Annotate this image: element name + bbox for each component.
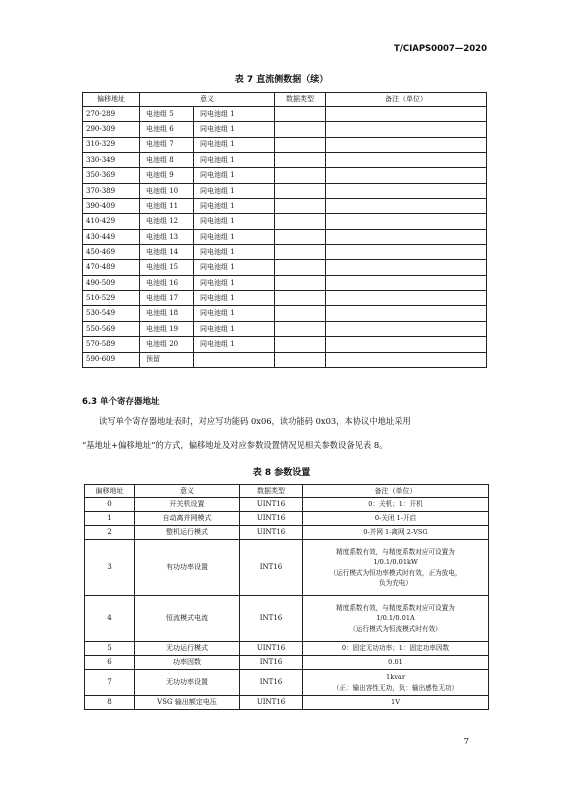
remark-line: 精度系数有效，与精度系数对应可设置为: [336, 604, 455, 613]
description-cell: 同电池组 1: [194, 291, 275, 306]
type-cell: [275, 168, 326, 183]
table7-body: [83, 107, 487, 368]
table7-row: [83, 275, 487, 290]
offset-cell: 390-409: [83, 199, 140, 214]
group-cell: 电池组 9: [140, 168, 194, 183]
offset-cell: 3: [85, 540, 135, 596]
meaning-cell: 恒流模式电流: [135, 596, 240, 642]
description-cell: 同电池组 1: [194, 199, 275, 214]
group-cell: 电池组 14: [140, 245, 194, 260]
type-cell: [275, 199, 326, 214]
table8-caption: 表 8 参数设置: [252, 468, 311, 478]
offset-cell: 370-389: [83, 183, 140, 198]
table8-header-meaning: 意义: [135, 485, 240, 498]
description-cell: 同电池组 1: [194, 168, 275, 183]
table8-row: [85, 526, 489, 540]
type-cell: [275, 352, 326, 367]
remark-cell: [303, 498, 489, 512]
remark-cell: [326, 306, 487, 321]
table7-row: [83, 321, 487, 336]
table7-row: [83, 352, 487, 367]
remark-line: 1V: [391, 698, 400, 707]
remark-cell: [326, 107, 487, 122]
table7-header-row: [83, 93, 487, 107]
type-cell: INT16: [240, 540, 303, 596]
table8-row: [85, 596, 489, 642]
meaning-cell: 无功功率设置: [135, 670, 240, 696]
offset-cell: 7: [85, 670, 135, 696]
group-cell: 电池组 12: [140, 214, 194, 229]
type-cell: [275, 260, 326, 275]
offset-cell: 350-369: [83, 168, 140, 183]
description-cell: 同电池组 1: [194, 214, 275, 229]
table7-row: [83, 168, 487, 183]
table8-row: [85, 696, 489, 710]
table8-row: [85, 670, 489, 696]
table7-header-meaning: 意义: [140, 93, 275, 107]
description-cell: 同电池组 1: [194, 321, 275, 336]
offset-cell: 4: [85, 596, 135, 642]
table8-header-type: 数据类型: [240, 485, 303, 498]
remark-cell: [326, 199, 487, 214]
remark-cell: [326, 321, 487, 336]
remark-cell: [303, 526, 489, 540]
section-paragraph-line2: “基地址+偏移地址”的方式，偏移地址及对应参数设置情况见相关参数设备见表 8。: [82, 440, 388, 450]
type-cell: [275, 183, 326, 198]
offset-cell: 410-429: [83, 214, 140, 229]
offset-cell: 590-609: [83, 352, 140, 367]
description-cell: 同电池组 1: [194, 337, 275, 352]
description-cell: 同电池组 1: [194, 245, 275, 260]
remark-line: 0：固定无功功率；1：固定功率因数: [341, 644, 450, 653]
remark-cell: [303, 540, 489, 596]
type-cell: [275, 107, 326, 122]
offset-cell: 430-449: [83, 229, 140, 244]
meaning-cell: VSG 输出额定电压: [135, 696, 240, 710]
table7-row: [83, 337, 487, 352]
description-cell: 同电池组 1: [194, 260, 275, 275]
group-cell: 电池组 8: [140, 153, 194, 168]
description-cell: 同电池组 1: [194, 275, 275, 290]
remark-cell: [303, 670, 489, 696]
remark-line: （正：输出容性无功，负：输出感性无功）: [332, 683, 459, 692]
type-cell: [275, 245, 326, 260]
description-cell: 同电池组 1: [194, 107, 275, 122]
table8-body: [85, 498, 489, 710]
remark-cell: [326, 291, 487, 306]
type-cell: [275, 122, 326, 137]
table7-row: [83, 137, 487, 152]
page-number: 7: [463, 737, 469, 747]
table7-row: [83, 291, 487, 306]
offset-cell: 2: [85, 526, 135, 540]
offset-cell: 8: [85, 696, 135, 710]
remark-cell: [326, 137, 487, 152]
offset-cell: 550-569: [83, 321, 140, 336]
remark-cell: [326, 183, 487, 198]
table7-row: [83, 122, 487, 137]
remark-line: 0.01: [388, 658, 403, 667]
offset-cell: 450-469: [83, 245, 140, 260]
section-title: 6.3 单个寄存器地址: [82, 397, 160, 407]
meaning-cell: 无功运行模式: [135, 642, 240, 656]
remark-cell: [326, 352, 487, 367]
table8-row: [85, 656, 489, 670]
group-cell: 电池组 13: [140, 229, 194, 244]
offset-cell: 310-329: [83, 137, 140, 152]
type-cell: [275, 153, 326, 168]
type-cell: UINT16: [240, 526, 303, 540]
offset-cell: 330-349: [83, 153, 140, 168]
meaning-cell: 开关机设置: [135, 498, 240, 512]
type-cell: UINT16: [240, 696, 303, 710]
remark-line: 负为充电）: [379, 578, 412, 587]
group-cell: 电池组 16: [140, 275, 194, 290]
group-cell: 预留: [140, 352, 194, 367]
table7-row: [83, 107, 487, 122]
type-cell: [275, 306, 326, 321]
offset-cell: 6: [85, 656, 135, 670]
remark-line: （运行模式为恒功率模式时有效，正为放电，: [329, 568, 462, 577]
table7: [82, 92, 487, 368]
group-cell: 电池组 11: [140, 199, 194, 214]
document-header: T/CIAPS0007—2020: [393, 44, 487, 54]
offset-cell: 1: [85, 512, 135, 526]
table7-header-offset: 偏移地址: [83, 93, 140, 107]
offset-cell: 0: [85, 498, 135, 512]
description-cell: 同电池组 1: [194, 153, 275, 168]
remark-line: 1/0.1/0.01kW: [373, 558, 418, 567]
meaning-cell: 自动离并网模式: [135, 512, 240, 526]
offset-cell: 510-529: [83, 291, 140, 306]
remark-cell: [326, 122, 487, 137]
remark-line: 1/0.1/0.01A: [376, 614, 415, 623]
type-cell: INT16: [240, 596, 303, 642]
type-cell: UINT16: [240, 498, 303, 512]
meaning-cell: 有功功率设置: [135, 540, 240, 596]
table8-header-remark: 备注（单位）: [303, 485, 489, 498]
remark-cell: [303, 512, 489, 526]
table7-row: [83, 183, 487, 198]
table7-row: [83, 306, 487, 321]
remark-line: 0：关机；1：开机: [368, 500, 423, 509]
table7-caption: 表 7 直流侧数据（续）: [234, 75, 329, 85]
description-cell: [194, 352, 275, 367]
remark-cell: [303, 596, 489, 642]
type-cell: UINT16: [240, 512, 303, 526]
type-cell: [275, 275, 326, 290]
group-cell: 电池组 20: [140, 337, 194, 352]
remark-cell: [326, 153, 487, 168]
type-cell: UINT16: [240, 642, 303, 656]
group-cell: 电池组 7: [140, 137, 194, 152]
table7-header-remark: 备注（单位）: [326, 93, 487, 107]
table7-row: [83, 214, 487, 229]
offset-cell: 490-509: [83, 275, 140, 290]
type-cell: [275, 137, 326, 152]
offset-cell: 570-589: [83, 337, 140, 352]
table8-row: [85, 498, 489, 512]
remark-line: 精度系数有效，与精度系数对应可设置为: [336, 548, 455, 557]
section-paragraph-line1: 读写单个寄存器地址表时，对应写功能码 0x06，读功能码 0x03，本协议中地址采用: [99, 416, 411, 426]
remark-line: 0-关闭 1-开启: [374, 514, 417, 523]
table8-header-offset: 偏移地址: [85, 485, 135, 498]
remark-cell: [326, 245, 487, 260]
remark-cell: [303, 696, 489, 710]
remark-line: （运行模式为恒流模式时有效）: [349, 624, 442, 633]
group-cell: 电池组 18: [140, 306, 194, 321]
table7-row: [83, 245, 487, 260]
remark-cell: [326, 229, 487, 244]
type-cell: [275, 229, 326, 244]
type-cell: [275, 337, 326, 352]
table8-row: [85, 512, 489, 526]
table7-row: [83, 153, 487, 168]
table7-row: [83, 199, 487, 214]
description-cell: 同电池组 1: [194, 229, 275, 244]
table8-header-row: [85, 485, 489, 498]
group-cell: 电池组 19: [140, 321, 194, 336]
table7-header-type: 数据类型: [275, 93, 326, 107]
offset-cell: 270-289: [83, 107, 140, 122]
meaning-cell: 整机运行模式: [135, 526, 240, 540]
table7-row: [83, 260, 487, 275]
offset-cell: 470-489: [83, 260, 140, 275]
type-cell: [275, 321, 326, 336]
type-cell: [275, 214, 326, 229]
type-cell: INT16: [240, 656, 303, 670]
remark-cell: [326, 214, 487, 229]
table8: [84, 484, 489, 710]
offset-cell: 5: [85, 642, 135, 656]
description-cell: 同电池组 1: [194, 137, 275, 152]
remark-cell: [326, 168, 487, 183]
remark-line: 1kvar: [386, 673, 405, 682]
group-cell: 电池组 17: [140, 291, 194, 306]
description-cell: 同电池组 1: [194, 122, 275, 137]
remark-cell: [303, 656, 489, 670]
table7-row: [83, 229, 487, 244]
table8-row: [85, 540, 489, 596]
meaning-cell: 功率因数: [135, 656, 240, 670]
group-cell: 电池组 15: [140, 260, 194, 275]
description-cell: 同电池组 1: [194, 306, 275, 321]
remark-cell: [326, 260, 487, 275]
type-cell: INT16: [240, 670, 303, 696]
group-cell: 电池组 5: [140, 107, 194, 122]
remark-cell: [326, 337, 487, 352]
offset-cell: 290-309: [83, 122, 140, 137]
remark-line: 0-并网 1-离网 2-VSG: [363, 528, 428, 537]
remark-cell: [326, 275, 487, 290]
group-cell: 电池组 6: [140, 122, 194, 137]
remark-cell: [303, 642, 489, 656]
description-cell: 同电池组 1: [194, 183, 275, 198]
offset-cell: 530-549: [83, 306, 140, 321]
group-cell: 电池组 10: [140, 183, 194, 198]
type-cell: [275, 291, 326, 306]
table8-row: [85, 642, 489, 656]
